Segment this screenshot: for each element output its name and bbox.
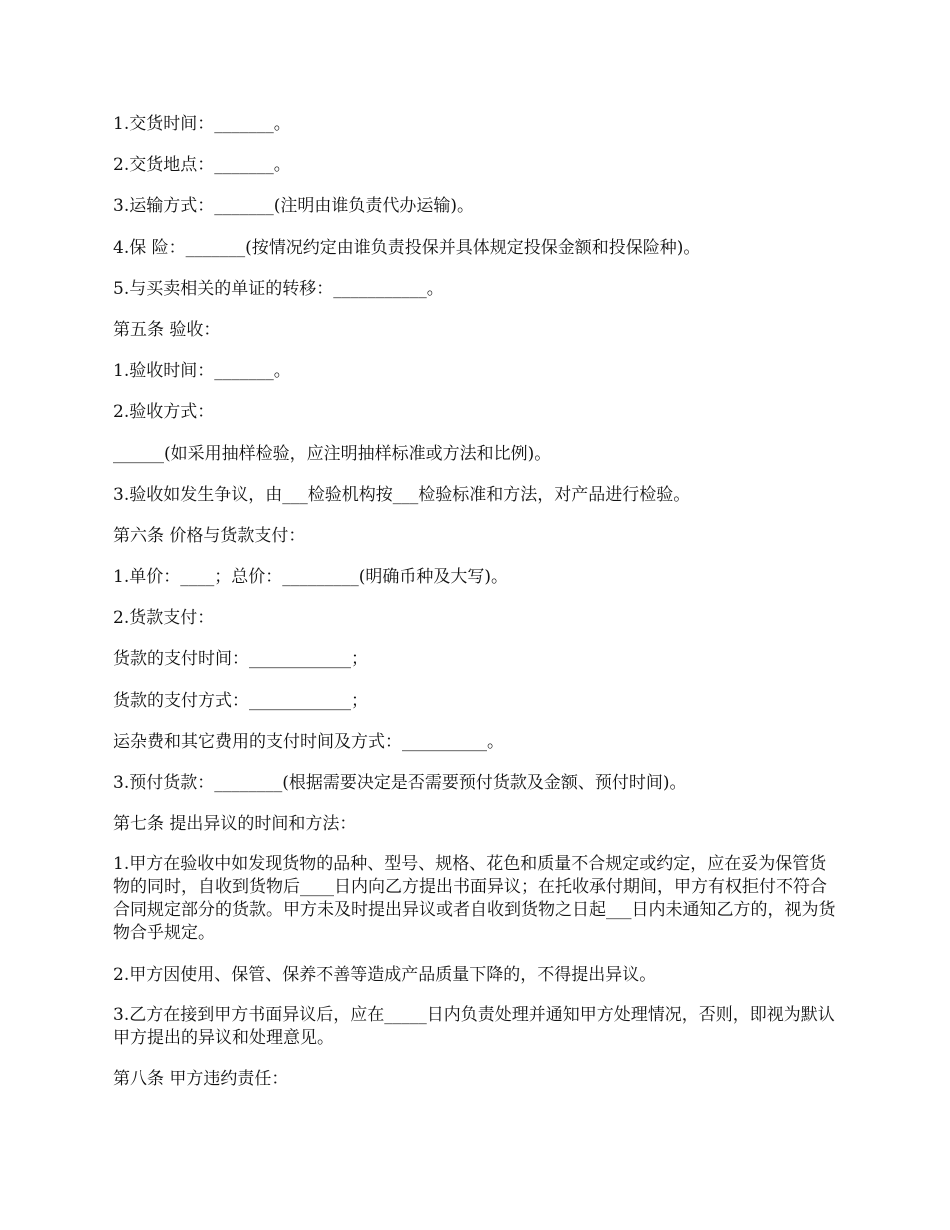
section-heading-article-5: 第五条 验收： (113, 319, 221, 340)
paragraph-document-transfer: 5.与买卖相关的单证的转移：___________。 (113, 278, 444, 299)
paragraph-inspection-method: 2.验收方式： (113, 402, 215, 423)
paragraph-unit-price: 1.单价：____；总价：_________(明确币种及大写)。 (113, 567, 508, 588)
section-heading-article-8: 第八条 甲方违约责任： (113, 1068, 289, 1089)
paragraph-objection-3: 3.乙方在接到甲方书面异议后，应在_____日内负责处理并通知甲方处理情况，否则，即视为默认甲方提出的异议和处理意见。 (113, 1004, 835, 1048)
paragraph-payment: 2.货款支付： (113, 608, 215, 629)
section-heading-article-6: 第六条 价格与货款支付： (113, 525, 306, 546)
paragraph-transport-method: 3.运输方式：_______(注明由谁负责代办运输)。 (113, 196, 474, 217)
section-heading-article-7: 第七条 提出异议的时间和方法： (113, 814, 357, 835)
document-body (113, 112, 838, 1108)
paragraph-inspection-time: 1.验收时间：_______。 (113, 361, 291, 382)
paragraph-delivery-time: 1.交货时间：_______。 (113, 114, 291, 134)
paragraph-objection-1: 1.甲方在验收中如发现货物的品种、型号、规格、花色和质量不合规定或约定，应在妥为保管货物的同时，自收到货物后____日内向乙方提出书面异议；在托收承付期间，甲方有权拒付不符合合同规定部分的货款。甲方未及时提出异议或者自收到货物之日起___日内未通知乙方的，视为货物合乎规定。 (113, 854, 836, 944)
paragraph-objection-2: 2.甲方因使用、保管、保养不善等造成产品质量下降的，不得提出异议。 (113, 964, 657, 985)
paragraph-payment-time: 货款的支付时间：____________； (113, 649, 368, 670)
paragraph-sampling-note: ______(如采用抽样检验，应注明抽样标准或方法和比例)。 (113, 443, 552, 464)
paragraph-inspection-dispute: 3.验收如发生争议，由___检验机构按___检验标准和方法，对产品进行检验。 (113, 484, 691, 505)
paragraph-insurance: 4.保 险：_______(按情况约定由谁负责投保并具体规定投保金额和投保险种)。 (113, 237, 701, 258)
paragraph-advance-payment: 3.预付货款：________(根据需要决定是否需要预付货款及金额、预付时间)。 (113, 773, 687, 793)
paragraph-other-fees: 运杂费和其它费用的支付时间及方式：__________。 (113, 731, 504, 752)
paragraph-delivery-place: 2.交货地点：_______。 (113, 155, 291, 176)
paragraph-payment-method: 货款的支付方式：____________； (113, 690, 368, 711)
